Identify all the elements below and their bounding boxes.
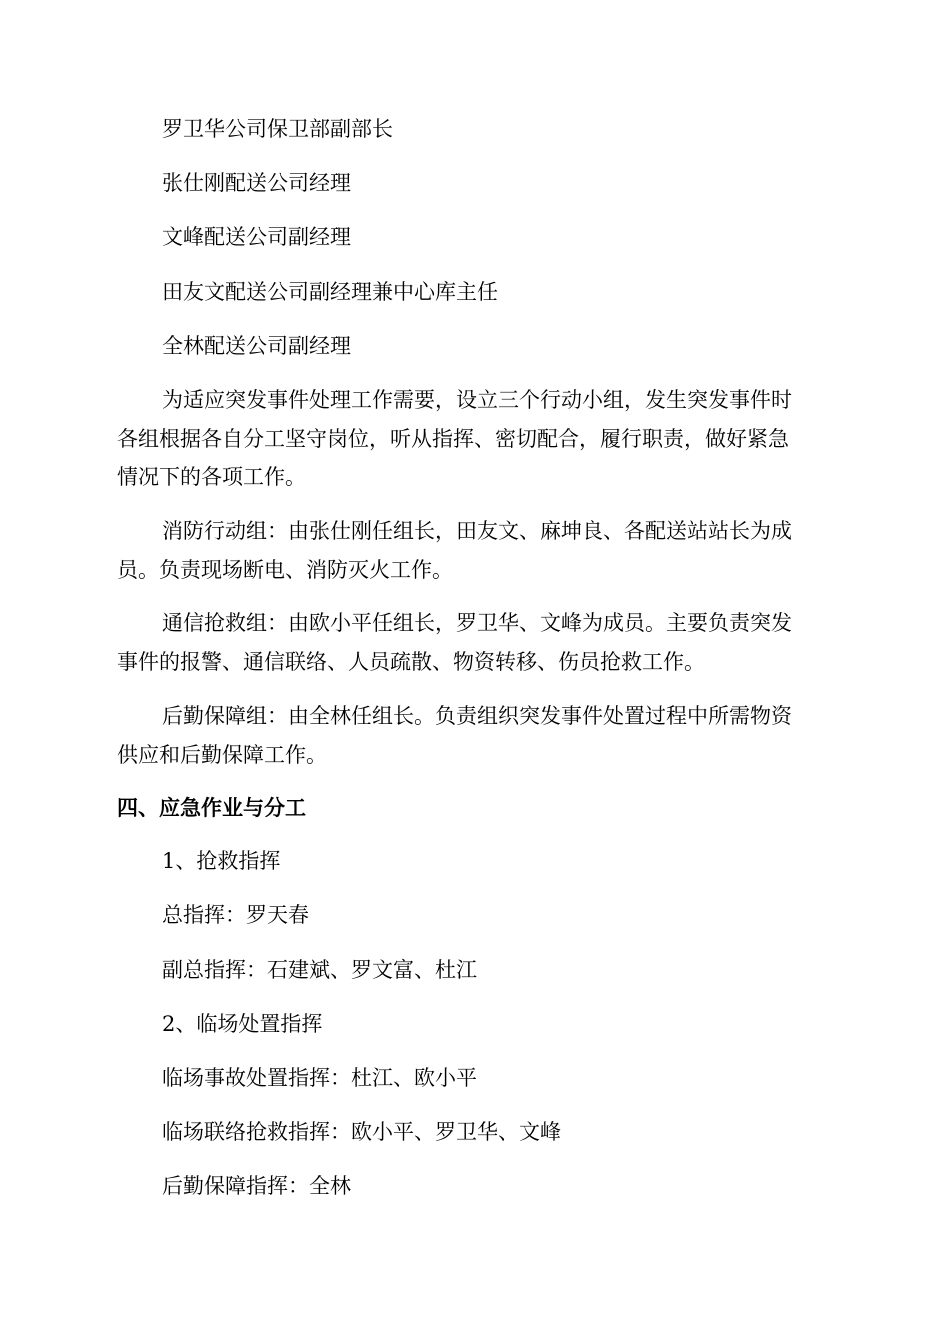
member-line: 田友文配送公司副经理兼中心库主任 [162,280,498,304]
list-item: 后勤保障指挥：全林 [162,1174,351,1198]
list-item: 临场事故处置指挥：杜江、欧小平 [162,1066,477,1090]
list-item: 2、临场处置指挥 [162,1012,323,1036]
list-item: 临场联络抢救指挥：欧小平、罗卫华、文峰 [162,1120,561,1144]
paragraph-line: 消防行动组：由张仕刚任组长，田友文、麻坤良、各配送站站长为成 [162,519,792,543]
list-item: 总指挥：罗天春 [162,903,309,927]
paragraph-line: 通信抢救组：由欧小平任组长，罗卫华、文峰为成员。主要负责突发 [162,611,792,635]
member-line: 罗卫华公司保卫部副部长 [162,117,393,141]
paragraph-line: 各组根据各自分工坚守岗位，听从指挥、密切配合，履行职责，做好紧急 [117,427,789,451]
list-item: 副总指挥：石建斌、罗文富、杜江 [162,958,477,982]
paragraph-line: 员。负责现场断电、消防灭火工作。 [117,558,453,582]
paragraph-line: 供应和后勤保障工作。 [117,743,327,767]
paragraph-line: 事件的报警、通信联络、人员疏散、物资转移、伤员抢救工作。 [117,650,705,674]
paragraph-line: 为适应突发事件处理工作需要，设立三个行动小组，发生突发事件时 [162,388,792,412]
member-line: 文峰配送公司副经理 [162,225,351,249]
paragraph-line: 后勤保障组：由全林任组长。负责组织突发事件处置过程中所需物资 [162,704,792,728]
paragraph-line: 情况下的各项工作。 [117,465,306,489]
section-heading: 四、应急作业与分工 [117,796,306,820]
list-item: 1、抢救指挥 [162,849,281,873]
member-line: 全林配送公司副经理 [162,334,351,358]
member-line: 张仕刚配送公司经理 [162,171,351,195]
